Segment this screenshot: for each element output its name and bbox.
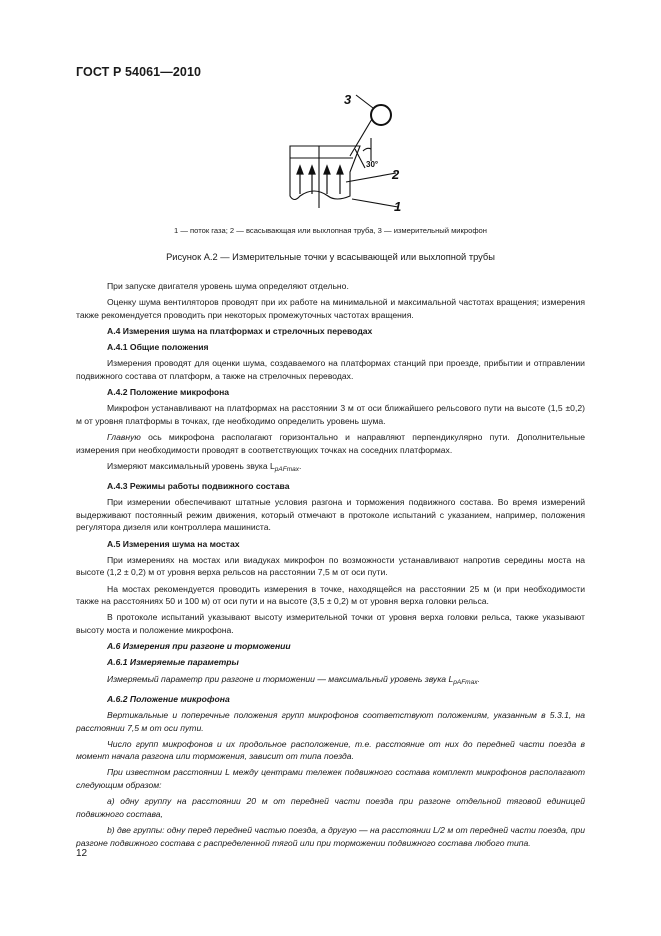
paragraph-text: ось микрофона располагают горизонтально и направляют перпендикулярно пути. Дополнительные измерения при необходимости проводят в соответствующих точках на соседних платформах. (76, 432, 585, 455)
paragraph: При измерении обеспечивают штатные условия разгона и торможения подвижного состава. Во время измерений выдерживают постоянный режим движения, который отмечают в протоколе испытаний с указанием, например, положения регулятора дизеля или контроллера машиниста. (76, 497, 585, 533)
figure-label-2: 2 (392, 167, 400, 182)
paragraph-text: Измеряют максимальный уровень звука L (107, 460, 275, 471)
document-id: ГОСТ Р 54061—2010 (76, 65, 202, 79)
page-number: 12 (76, 848, 88, 859)
paragraph: На мостах рекомендуется проводить измерения в точке, находящейся на расстоянии 25 м (и при необходимости также на расстояниях 50 и 100 м) от оси пути и на высоте (3,5 ± 0,2) м от уровня верха головки рельса. (76, 583, 585, 607)
figure-label-3: 3 (344, 92, 352, 107)
subsection-heading-a4-3: А.4.3 Режимы работы подвижного состава (107, 481, 290, 492)
list-item-a: а) одну группу на расстоянии 20 м от передней части поезда при разгоне отдельной тяговой единицей подвижного состава, (76, 796, 585, 819)
section-heading-a5: А.5 Измерения шума на мостах (107, 538, 240, 549)
paragraph: Число групп микрофонов и их продольное расположение, т.е. расстояние от них до передней части поезда в момент начала разгона или торможения, зависит от типа поезда. (76, 738, 585, 762)
paragraph: Микрофон устанавливают на платформах на расстоянии 3 м от оси ближайшего рельсового пути на высоте (1,5 ±0,2) м от уровня платформы в точках, где необходимо определить уровень шума. (76, 403, 585, 426)
subsection-heading-a6-2: А.6.2 Положение микрофона (107, 693, 230, 704)
subscript: pAFmax (453, 678, 478, 686)
subsection-heading-a4-2: А.4.2 Положение микрофона (107, 387, 230, 398)
subsection-heading-a6-1: А.6.1 Измеряемые параметры (107, 657, 239, 668)
paragraph (76, 460, 585, 477)
body-text (76, 280, 585, 853)
paragraph-text: Измеряемый параметр при разгоне и торможении — максимальный уровень звука L (107, 673, 454, 684)
emphasis-word: Главную (107, 432, 141, 443)
section-heading-a6: А.6 Измерения при разгоне и торможении (107, 641, 291, 652)
paragraph-tail: . (477, 673, 480, 684)
figure-legend: 1 — поток газа; 2 — всасывающая или выхлопная труба, 3 — измерительный микрофон (174, 226, 487, 235)
paragraph: При запуске двигателя уровень шума определяют отдельно. (107, 281, 349, 291)
angle-label: 30° (366, 160, 379, 169)
gas-flow-arrows (297, 166, 343, 194)
list-item-b: b) две группы: одну перед передней частью поезда, а другую — на расстоянии L/2 м от передней части поезда, при разгоне подвижного состава с распределенной тягой или при торможении подвижного состава любого типа. (76, 825, 585, 848)
section-heading-a4: А.4 Измерения шума на платформах и стрелочных переводах (107, 325, 373, 336)
paragraph: Оценку шума вентиляторов проводят при их работе на минимальной и максимальной частотах вращения; измерения также рекомендуется проводить при некоторых промежуточных частотах вращения. (76, 297, 585, 320)
paragraph: При измерениях на мостах или виадуках микрофон по возможности устанавливают напротив середины моста на высоте (1,2 ± 0,2) м от уровня верха рельсов на расстоянии 7,5 м от оси пути. (76, 554, 585, 578)
paragraph: Измерения проводят для оценки шума, создаваемого на платформах станций при проезде, прибытии и отправлении подвижного состава от платформ, а также на стрелочных переводах. (76, 358, 585, 381)
paragraph (76, 673, 585, 690)
microphone-symbol (371, 105, 391, 125)
subsection-heading-a4-1: А.4.1 Общие положения (107, 342, 209, 353)
paragraph-tail: . (298, 460, 302, 471)
paragraph (76, 431, 585, 456)
figure-label-1: 1 (394, 199, 402, 214)
paragraph: В протоколе испытаний указывают высоту измерительной точки от уровня верха головки рельса, также указывают высоту моста и положение микрофона. (76, 612, 585, 635)
subscript: pAFmax (274, 465, 299, 473)
paragraph: Вертикальные и поперечные положения групп микрофонов соответствуют положениям, указанным в 5.3.1, на расстоянии 7,5 м от оси пути. (76, 709, 585, 733)
paragraph: При известном расстоянии L между центрами тележек подвижного состава комплект микрофонов располагают следующим образом: (76, 767, 585, 791)
measurement-point-figure (270, 86, 420, 221)
figure-caption: Рисунок А.2 — Измерительные точки у всасывающей или выхлопной трубы (166, 252, 495, 262)
